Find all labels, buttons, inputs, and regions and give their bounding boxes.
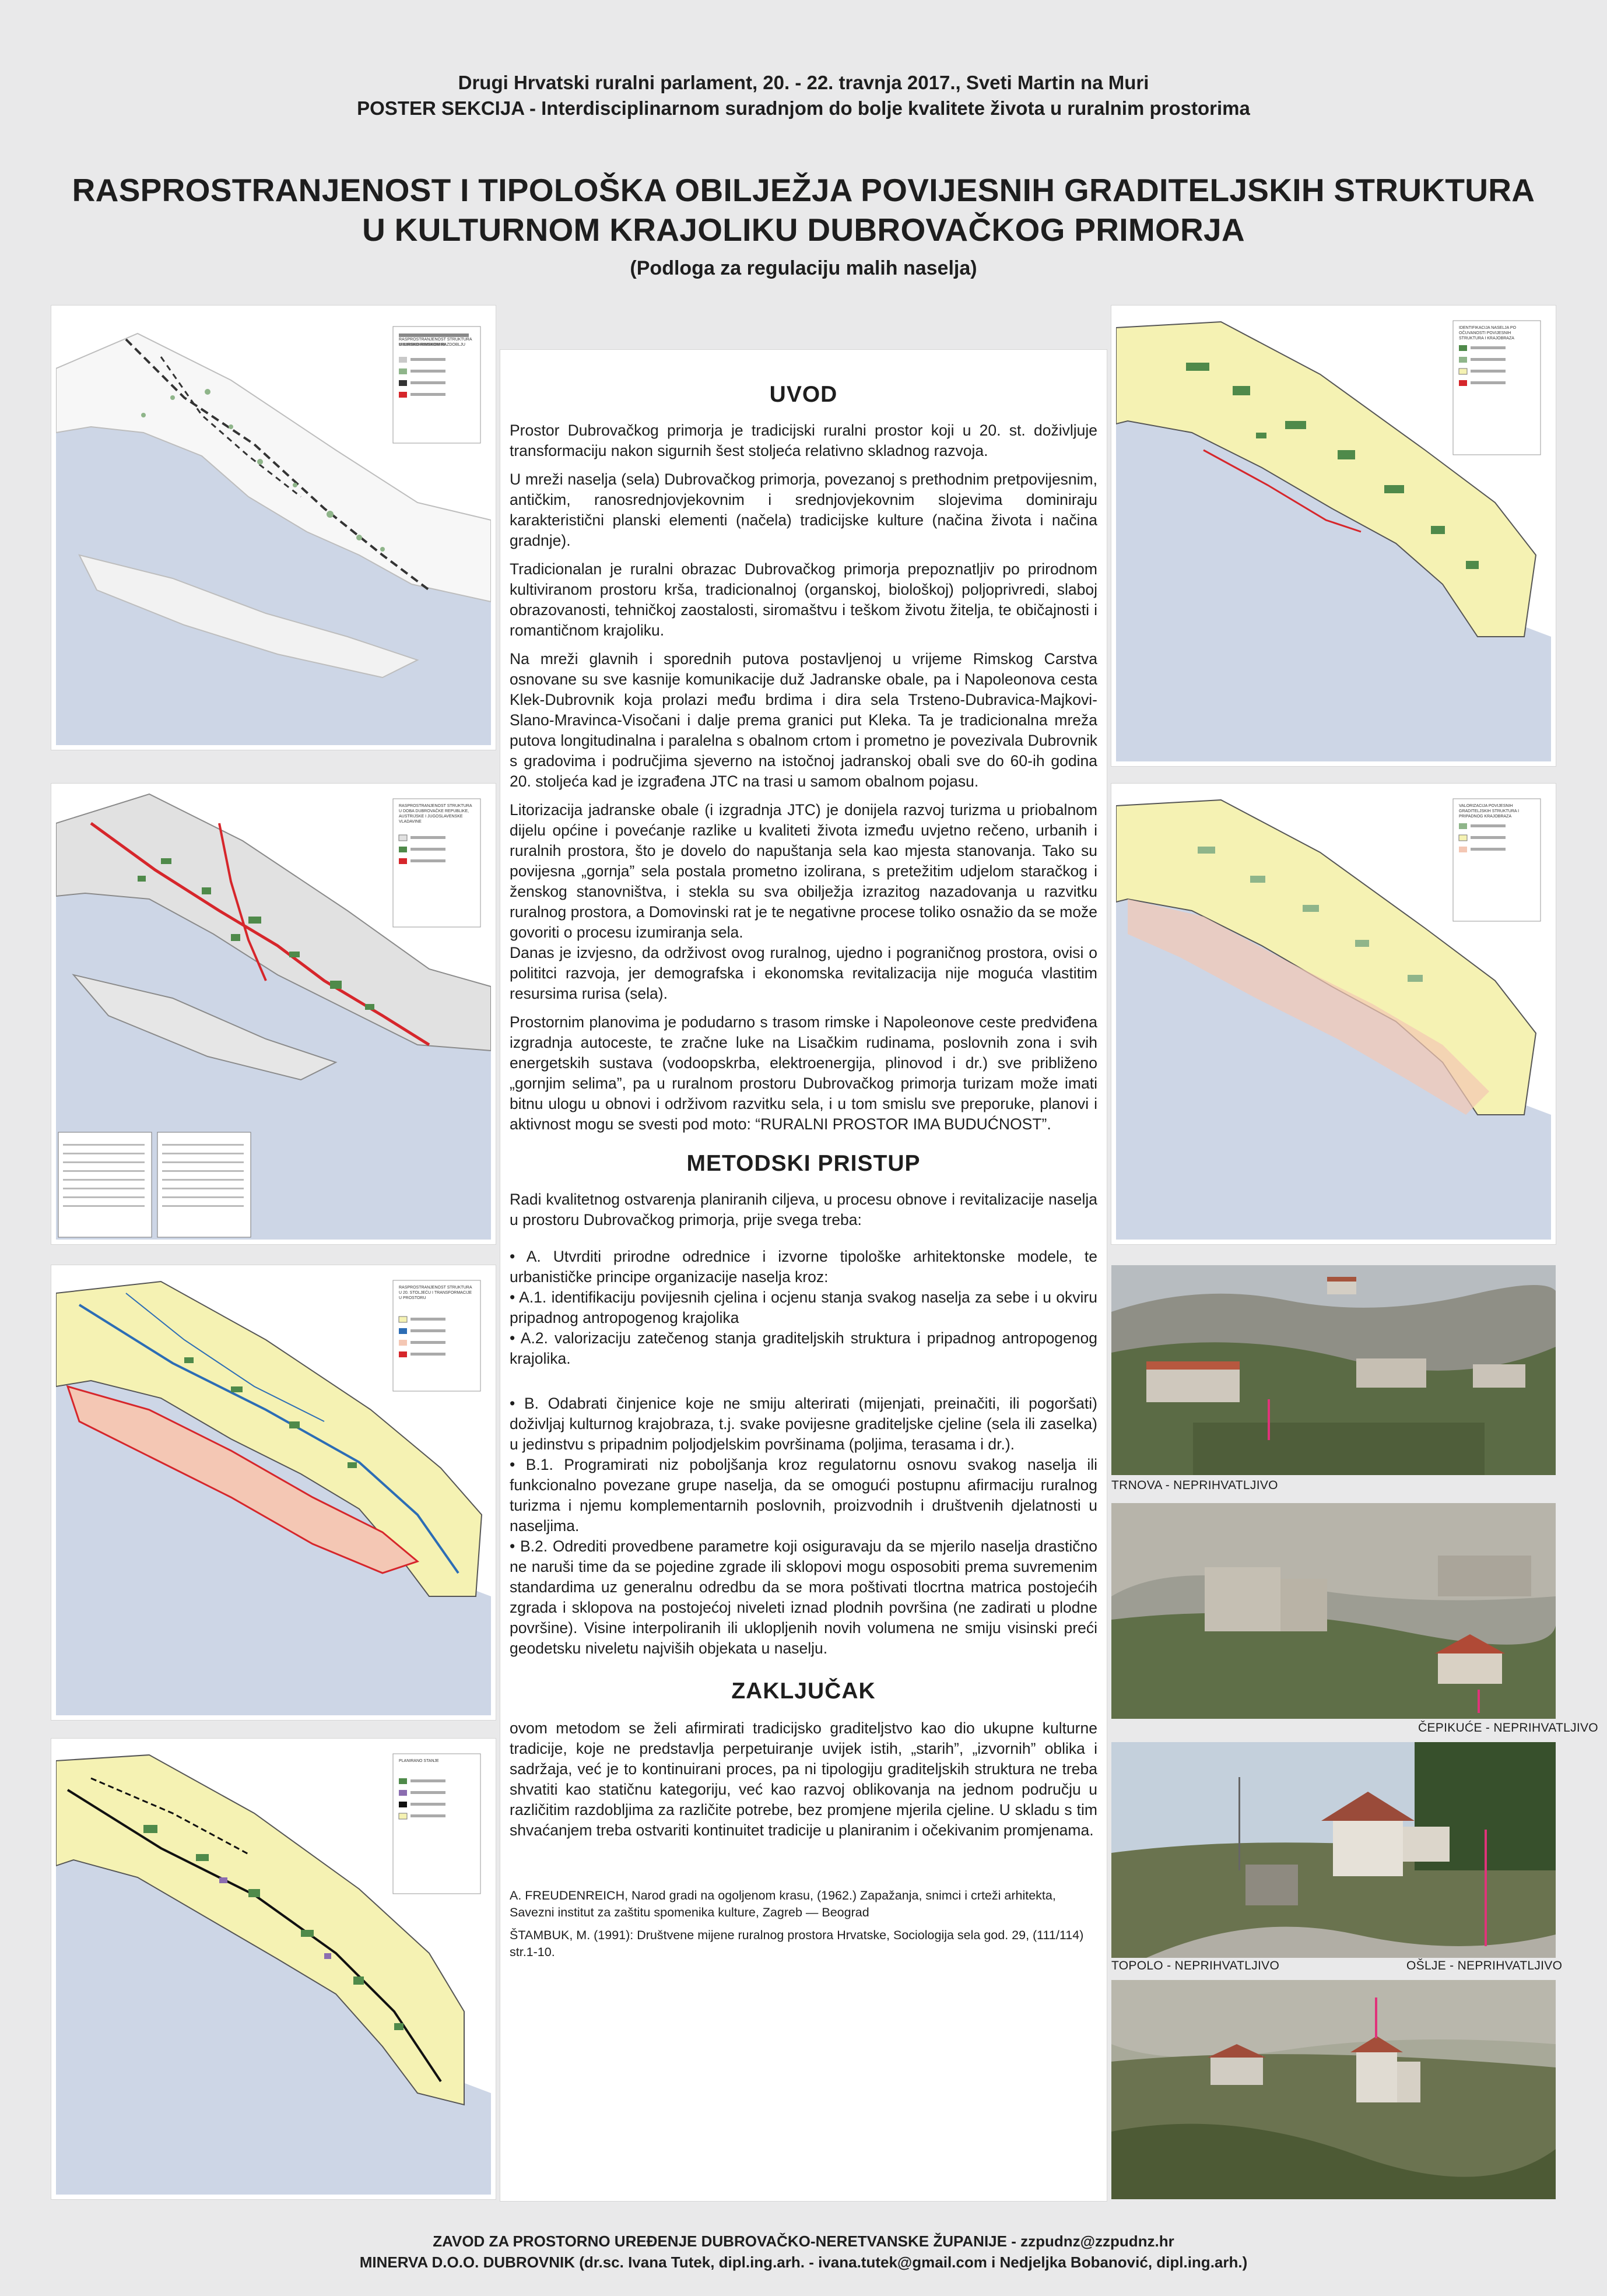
uvod-paragraph-3: Tradicionalan je ruralni obrazac Dubrovačkog primorja prepoznatljiv po prirodnom kultiviranom prostoru krša, tradicionalnoj (organskoj, biološkoj) poljoprivredi, slaboj obrazovanosti, tehničkoj zaostalosti, siromaštvu i teškom životu žitelja, te običajnosti i romantičnom krajoliku.	[510, 560, 1097, 639]
uvod-paragraph-2: U mreži naselja (sela) Dubrovačkog primorja, povezanoj s prethodnim pretpovijesnim, antičkim, ranosrednjovjekovnim i srednjovjekovnim slojevima dominiraju karakteristični planski elementi (načela) tradicijske kulture (načina života i načina gradnje).	[510, 471, 1097, 549]
map-3-legend-title: RASPROSTRANJENOST STRUKTURA U 20. STOLJEĆU I TRANSFORMACIJE U PROSTORU	[399, 1286, 472, 1300]
title-line-1: RASPROSTRANJENOST I TIPOLOŠKA OBILJEŽJA POVIJESNIH GRADITELJSKIH STRUKTURA	[72, 172, 1535, 208]
metodski-item-a: • A. Utvrditi prirodne odrednice i izvorne tipološke arhitektonske modele, te urbanističke principe organizacije naselja kroz:	[510, 1248, 1097, 1286]
zakljucak-paragraph: ovom metodom se želi afirmirati tradicijsko graditeljstvo kao dio ukupne kulturne tradicije, koje ne predstavlja perpetuiranje uvijek istih, „starih”, „izvornih” oblika i sadržaja, već je to kontinuirani proces, pa ni tipologiju graditeljskih struktura ne treba shvatiti kao statičnu kategoriju, već kao razvoj oblikovanja na jednom području u različitim razdobljima za različite potrebe, bez promjene mjerila cjeline. U skladu s tim shvaćanjem treba ostvariti kontinuitet tradicije u planiranim i očekivanim promjenama.	[510, 1719, 1097, 1839]
uvod-paragraph-4: Na mreži glavnih i sporednih putova postavljenoj u vrijeme Rimskog Carstva osnovane su sve kasnije komunikacije duž Jadranske obale, pa i Napoleonova cesta Klek-Dubrovnik koja prolazi među brdima i dira sela Trsteno-Dubravica-Majkovi-Slano-Mravinca-Visočani i dalje prema granici put Kleka. Ta je tradicionalna mreža putova longitudinalna i paralelna s obalnom crtom i prometno je povezivala Dubrovnik s gradovima i područjima sjeverno na istočnoj jadranskoj obali sve do 60-ih godina 20. stoljeća kad je izgrađena JTC na trasi u samom obalnom pojasu.	[510, 650, 1097, 790]
zakljucak-heading: ZAKLJUČAK	[731, 1679, 876, 1704]
map-planned-state	[56, 1743, 491, 2195]
uvod-paragraph-5: Litorizacija jadranske obale (i izgradnja JTC) je donijela razvoj turizma u priobalnom dijelu općine i povećanje razlike u kvaliteti života između uvjetno rečeno, urbanih i ruralnih prostora, što je dovelo do napuštanja sela kao mjesta stanovanja. Tako su povijesna „gornja” sela postala prometno izolirana, s pretežitim udjelom staračkog i ženskog stanovništva, i stekla su sva obilježja izrazitog nazadovanja u razvitku ruralnog prostora, a Domovinski rat je te negativne procese toliko osnažio da se može govoriti o procesu izumiranja sela.	[510, 801, 1097, 941]
title-subtitle: (Podloga za regulaciju malih naselja)	[630, 257, 977, 279]
uvod-paragraph-1: Prostor Dubrovačkog primorja je tradicijski ruralni prostor koji u 20. st. doživljuje transformaciju nakon sigurnih šest stoljeća relativno skladnog razvoja.	[510, 422, 1097, 459]
photo-topolo-osle	[1111, 1742, 1556, 1958]
map-republic-period	[56, 788, 491, 1240]
uvod-paragraph-7: Prostornim planovima je podudarno s trasom rimske i Napoleonove ceste predviđena izgradnja autoceste, te zračne luke na Lisačkim rudinama, poslovnih zona i svih energetskih sustava (vodoopskrba, elektroenergija, plinovod i dr.) sve približeno „gornjim selima”, pa u ruralnom prostoru Dubrovačkog primorja turizam može imati bitnu ulogu u obnovi i održivom razvitku sela, i u tom smislu sve preporuke, planovi i aktivnost mogu se svesti pod moto: “RURALNI PROSTOR IMA BUDUĆNOST”.	[510, 1013, 1097, 1133]
metodski-intro: Radi kvalitetnog ostvarenja planiranih ciljeva, u procesu obnove i revitalizacije naselja u prostoru Dubrovačkog primorja, prije svega treba:	[510, 1191, 1097, 1228]
uvod-heading: UVOD	[769, 382, 838, 407]
photo-topolo-caption: TOPOLO - NEPRIHVATLJIVO	[1111, 1959, 1280, 1972]
reference-1: A. FREUDENREICH, Narod gradi na ogoljenom krasu, (1962.) Zapažanja, snimci i crteži arhitekta, Savezni institut za zaštitu spomenika kulture, Zagreb — Beograd	[510, 1888, 1056, 1919]
metodski-item-a2: • A.2. valorizaciju zatečenog stanja graditeljskih struktura i pripadnog antropogenog krajolika.	[510, 1329, 1097, 1367]
photo-trnova	[1111, 1265, 1556, 1475]
photo-trnova-caption: TRNOVA - NEPRIHVATLJIVO	[1111, 1479, 1278, 1492]
photo-cepikuce	[1111, 1503, 1556, 1719]
footer-authors: MINERVA D.O.O. DUBROVNIK (dr.sc. Ivana Tutek, dipl.ing.arh. - ivana.tutek@gmail.com i Nedjeljka Bobanović, dipl.ing.arh.)	[359, 2253, 1248, 2271]
metodski-list-b	[510, 1393, 1097, 1659]
map-4-legend-title: PLANIRANO STANJE	[399, 1759, 439, 1763]
map-5-legend-title: IDENTIFIKACIJA NASELJA PO OČUVANOSTI POVIJESNIH STRUKTURA I KRAJOBRAZA	[1459, 326, 1517, 340]
poster-footer	[0, 2231, 1607, 2273]
metodski-item-b2: • B.2. Odrediti provedbene parametre koji osiguravaju da se mjerilo naselja drastično ne naruši time da se pojedine zgrade ili sklopovi mogu osposobiti prema suvremenim standardima uz generalnu odredbu da se mora poštivati tlocrtna matrica postojećih zgrada i sklopova na postojećoj niveleti iznad plodnih površina (ne zadirati u plodne površine). Visine interpoliranih ili ukloplјenih novih volumena ne smiju visinski preći geodetsku niveletu najviših objekata u naselju.	[510, 1537, 1097, 1657]
map-valorization	[1116, 788, 1551, 1240]
photo-osle-caption: OŠLJE - NEPRIHVATLJIVO	[1406, 1959, 1563, 1972]
map-identification	[1116, 310, 1551, 761]
references	[510, 1887, 1097, 1961]
title-line-2: U KULTURNOM KRAJOLIKU DUBROVAČKOG PRIMORJA	[362, 212, 1245, 248]
metodski-item-a1: • A.1. identifikaciju povijesnih cjelina i ocjenu stanja svakog naselja za sebe i u okviru pripadnog antropogenog krajolika	[510, 1289, 1097, 1326]
photo-village-4	[1111, 1980, 1556, 2199]
map-6-legend-title: VALORIZACIJA POVIJESNIH GRADITELJSKIH STRUKTURA I PRIPADNOG KRAJOBRAZA	[1459, 804, 1520, 819]
map-1-legend-title: RASPROSTRANJENOST STRUKTURA U ILIRSKO-RIMSKOM RAZDOBLJU	[399, 338, 472, 347]
poster-title	[0, 170, 1607, 283]
reference-2: ŠTAMBUK, M. (1991): Društvene mijene ruralnog prostora Hrvatske, Sociologija sela god. 29, (111/114) str.1-10.	[510, 1928, 1084, 1959]
metodski-heading: METODSKI PRISTUP	[686, 1151, 921, 1176]
section-line: POSTER SEKCIJA - Interdisciplinarnom suradnjom do bolje kvalitete života u ruralnim prostorima	[357, 97, 1250, 119]
poster-header	[0, 70, 1607, 121]
uvod-paragraph-6: Danas je izvjesno, da održivost ovog ruralnog, ujedno i pograničnog prostora, ovisi o polititci razvoja, jer demografska i ekonomska revitalizacija nije moguća vlastitim resursima rurisa (sela).	[510, 944, 1097, 1002]
map-2-legend-title: RASPROSTRANJENOST STRUKTURA U DOBA DUBROVAČKE REPUBLIKE, AUSTRIJSKE I JUGOSLAVENSKE VLADAVINE	[399, 804, 472, 824]
map-roman-period	[56, 310, 491, 745]
center-column	[510, 359, 1097, 1961]
conference-line: Drugi Hrvatski ruralni parlament, 20. - 22. travnja 2017., Sveti Martin na Muri	[458, 72, 1149, 93]
photo-cepikuce-caption: ČEPIKUĆE - NEPRIHVATLJIVO	[1418, 1721, 1598, 1735]
metodski-item-b1: • B.1. Programirati niz poboljšanja kroz regulatornu osnovu svakog naselja ili funkcionalno povezane grupe naselja, da se omogući postupnu afirmaciju ruralnog turizma i njemu komplementarnih poslovnih, proizvodnih i društvenih djelatnosti u naseljima.	[510, 1456, 1097, 1535]
map-20th-century	[56, 1270, 491, 1715]
metodski-list-a	[510, 1247, 1097, 1369]
footer-institute: ZAVOD ZA PROSTORNO UREĐENJE DUBROVAČKO-NERETVANSKE ŽUPANIJE - zzpudnz@zzpudnz.hr	[433, 2232, 1174, 2250]
metodski-item-b: • B. Odabrati činjenice koje ne smiju alterirati (mijenjati, preinačiti, ili pogoršati) doživljaj kulturnog krajobraza, t.j. svake povijesne graditeljske cjeline (sela ili zaselka) u jedinstvu s pripadnim poljodjelskim površinama (poljima, terasama i dr.).	[510, 1395, 1097, 1453]
